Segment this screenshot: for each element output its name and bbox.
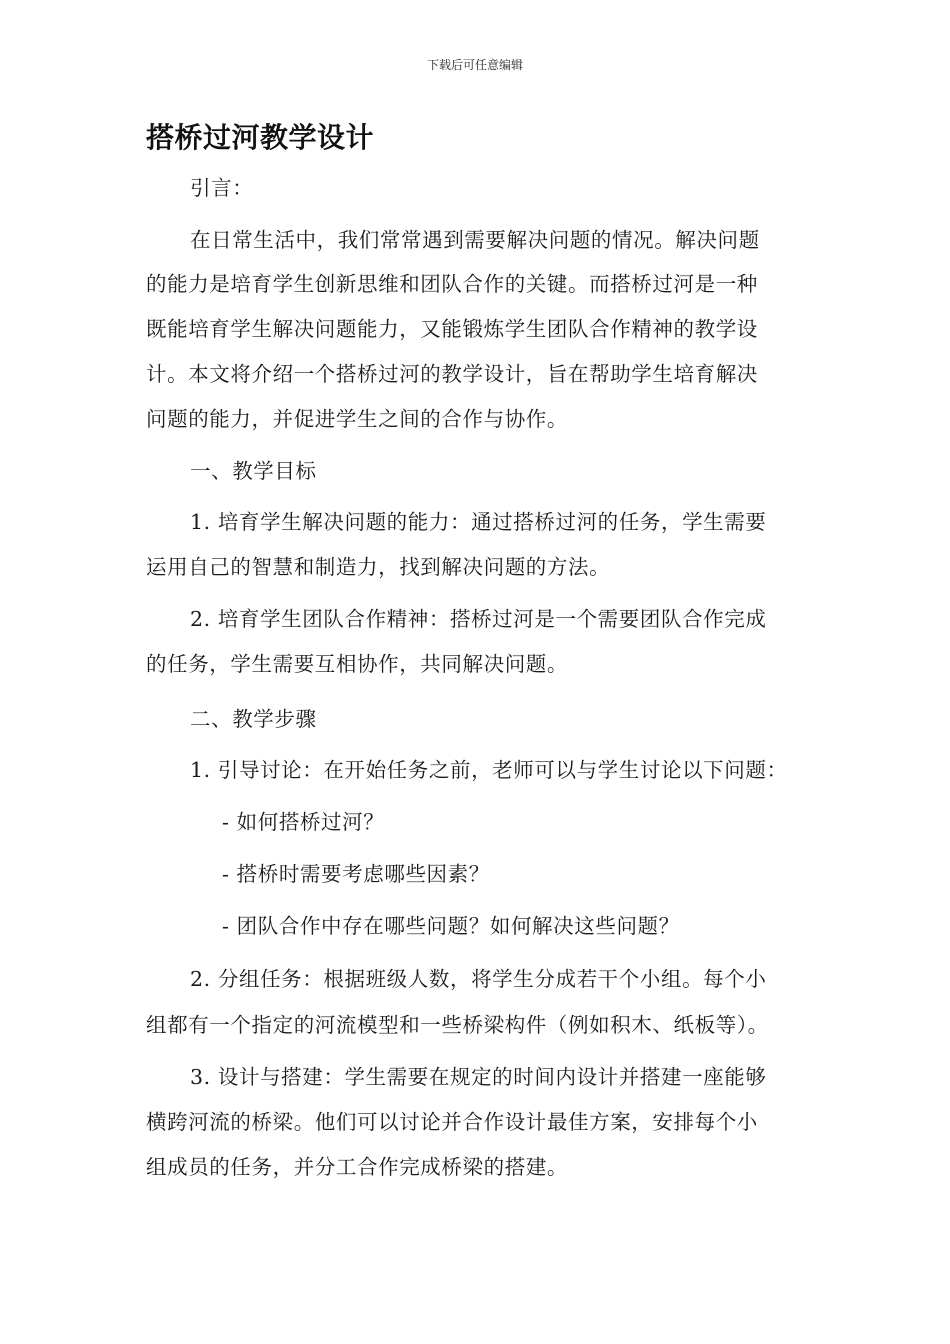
list-item: 3. 设计与搭建：学生需要在规定的时间内设计并搭建一座能够	[190, 1065, 767, 1089]
paragraph-line: 在日常生活中，我们常常遇到需要解决问题的情况。解决问题	[190, 228, 760, 252]
document-title: 搭桥过河教学设计	[146, 121, 375, 154]
bullet-item: - 搭桥时需要考虑哪些因素？	[222, 862, 490, 886]
list-item-continued: 组成员的任务，并分工合作完成桥梁的搭建。	[146, 1155, 568, 1179]
list-item-continued: 横跨河流的桥梁。他们可以讨论并合作设计最佳方案，安排每个小	[146, 1110, 758, 1134]
list-item: 1. 引导讨论：在开始任务之前，老师可以与学生讨论以下问题：	[190, 758, 788, 782]
header-note: 下载后可任意编辑	[426, 58, 523, 72]
list-item-continued: 组都有一个指定的河流模型和一些桥梁构件（例如积木、纸板等）。	[146, 1013, 769, 1037]
section-heading: 一、教学目标	[190, 459, 317, 483]
list-item-continued: 运用自己的智慧和制造力，找到解决问题的方法。	[146, 555, 611, 579]
list-item: 2. 分组任务：根据班级人数，将学生分成若干个小组。每个小	[190, 967, 767, 991]
list-item: 2. 培育学生团队合作精神：搭桥过河是一个需要团队合作完成	[190, 607, 767, 631]
paragraph-line: 问题的能力，并促进学生之间的合作与协作。	[146, 407, 568, 431]
list-item: 1. 培育学生解决问题的能力：通过搭桥过河的任务，学生需要	[190, 510, 767, 534]
intro-heading: 引言：	[190, 176, 254, 200]
bullet-item: - 团队合作中存在哪些问题？如何解决这些问题？	[222, 914, 680, 938]
bullet-item: - 如何搭桥过河？	[222, 810, 385, 834]
paragraph-line: 计。本文将介绍一个搭桥过河的教学设计，旨在帮助学生培育解决	[146, 362, 758, 386]
list-item-continued: 的任务，学生需要互相协作，共同解决问题。	[146, 652, 568, 676]
section-heading: 二、教学步骤	[190, 707, 317, 731]
paragraph-line: 既能培育学生解决问题能力，又能锻炼学生团队合作精神的教学设	[146, 317, 758, 341]
paragraph-line: 的能力是培育学生创新思维和团队合作的关键。而搭桥过河是一种	[146, 272, 758, 296]
